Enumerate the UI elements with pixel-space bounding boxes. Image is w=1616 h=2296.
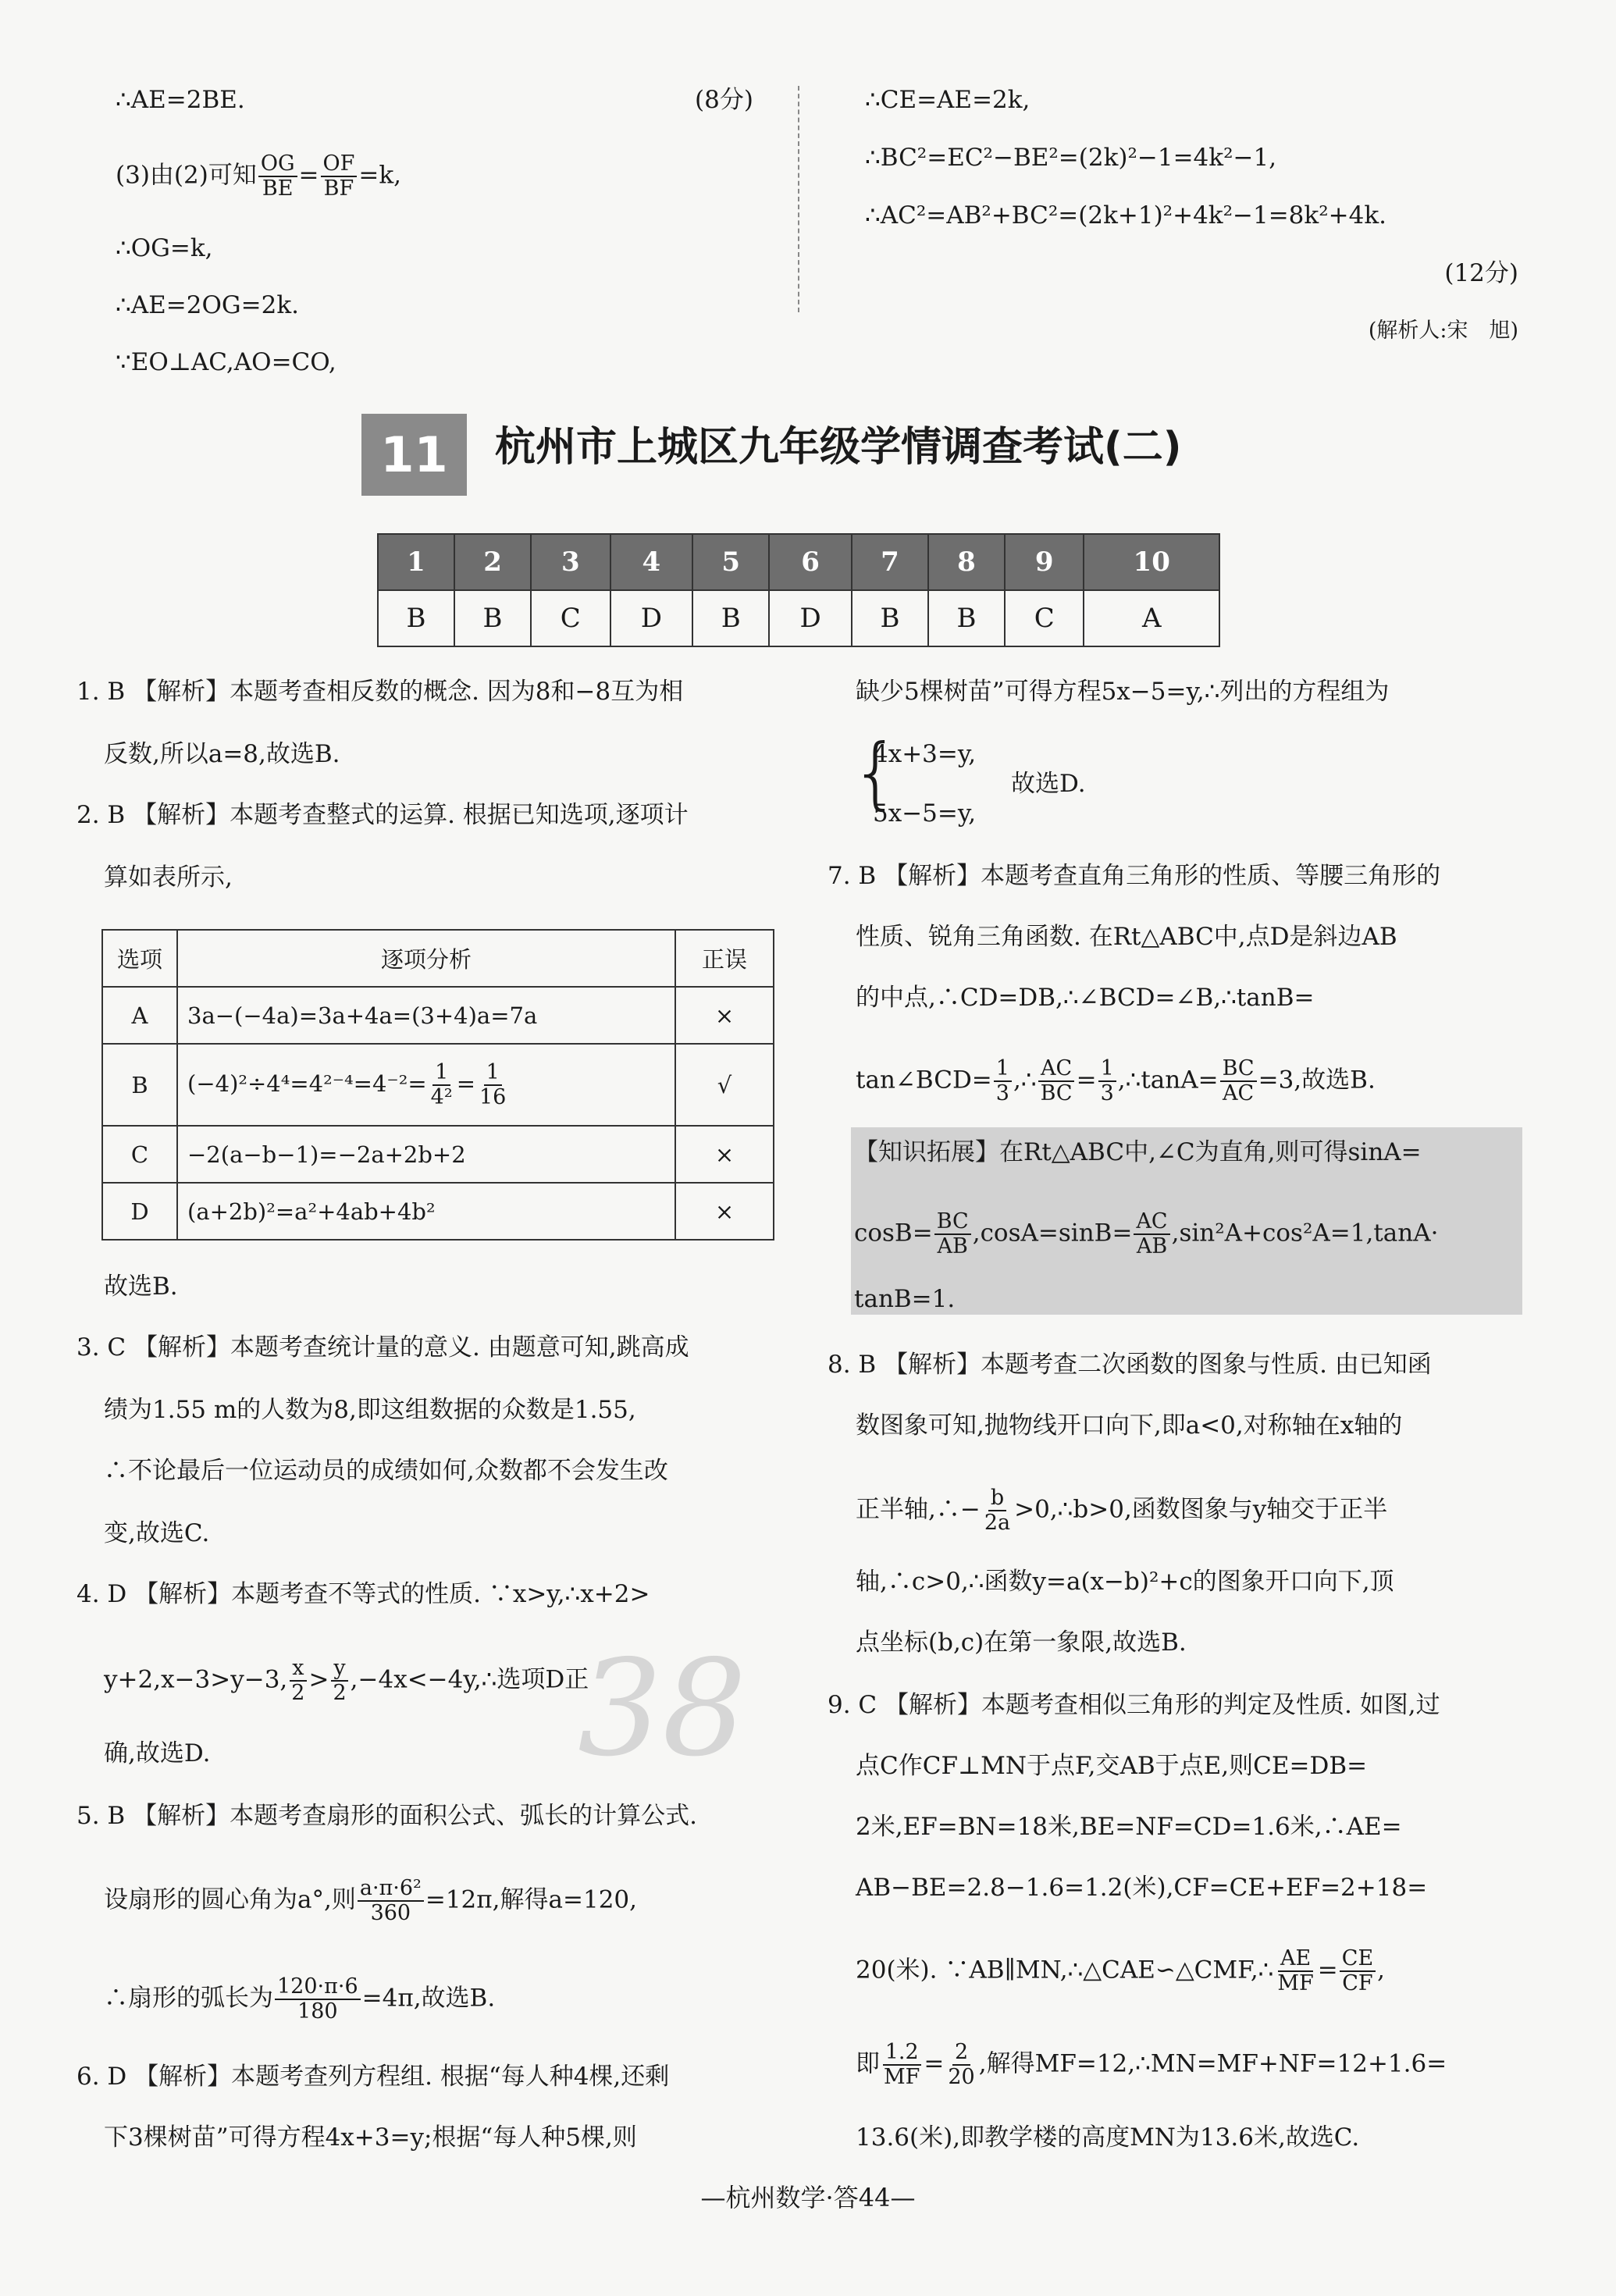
fraction-denominator: 2a [984,1511,1011,1535]
knowledge-line: tanB=1. [854,1285,956,1313]
options-table-header [102,930,774,987]
option-mark: √ [675,1044,774,1126]
fraction-numerator: 1 [1098,1057,1116,1082]
text-span: ,∴ [1013,1066,1037,1095]
text-line: ∴AC²=AB²+BC²=(2k+1)²+4k²−1=8k²+4k. [865,201,1386,230]
text-span: =3,故选B. [1258,1066,1376,1095]
analyst-label: (解析人:宋 旭) [1368,319,1518,343]
q9-line: 13.6(米),即教学楼的高度MN为13.6米,故选C. [856,2123,1360,2152]
option-analysis: 3a−(−4a)=3a+4a=(3+4)a=7a [177,987,675,1044]
q9-line [856,2041,1447,2089]
fraction-numerator: AE [1278,1947,1313,1972]
question-number: 7 [852,534,928,590]
question-number: 6 [769,534,852,590]
fraction-numerator: 1.2 [883,2041,921,2066]
q2-line: 故选B. [104,1273,178,1301]
fraction-numerator: a·π·6² [358,1877,424,1902]
option-analysis [177,1044,675,1126]
q8-line: 轴,∴c>0,∴函数y=a(x−b)²+c的图象开口向下,顶 [856,1568,1394,1596]
fraction [330,1657,348,1705]
text-span: , [1377,1956,1386,1985]
question-number: 9 [1005,534,1084,590]
option-label: A [102,987,177,1044]
question-number: 8 [928,534,1005,590]
option-label: B [102,1044,177,1126]
answer-cell: B [454,590,531,646]
fraction-numerator: BC [934,1210,971,1235]
fraction-numerator: 1 [432,1061,450,1086]
text-span: (−4)²÷4⁴=4²⁻⁴=4⁻²= [187,1070,427,1097]
system-brace: { [851,727,901,818]
option-analysis: (a+2b)²=a²+4ab+4b² [177,1183,675,1240]
fraction-denominator: AB [937,1234,968,1258]
score-label: (12分) [1444,259,1518,287]
text-span: 即 [856,2049,880,2078]
answer-cell: B [378,590,454,646]
text-span: = [298,161,319,190]
header-option: 选项 [102,930,177,987]
text-line: ∴AE=2OG=2k. [116,291,299,319]
q4-line: 4. D 【解析】本题考查不等式的性质. ∵x>y,∴x+2> [77,1580,650,1608]
text-span: 20(米). ∵AB∥MN,∴△CAE∽△CMF,∴ [856,1956,1274,1985]
q4-line: 确,故选D. [104,1739,211,1767]
fraction-numerator: 120·π·6 [275,1975,361,2000]
text-span: ,解得MF=12,∴MN=MF+NF=12+1.6= [978,2049,1447,2078]
equation-system-line: 5x−5=y, [873,799,977,828]
text-line: ∴OG=k, [116,234,213,262]
q5-line: 5. B 【解析】本题考查扇形的面积公式、弧长的计算公式. [77,1802,697,1830]
option-label: C [102,1126,177,1183]
q9-line: 点C作CF⊥MN于点F,交AB于点E,则CE=DB= [856,1752,1368,1780]
text-span: 设扇形的圆心角为a°,则 [104,1885,356,1914]
fraction [289,1657,307,1705]
q5-line [104,1877,637,1925]
text-span: y+2,x−3>y−3, [104,1665,288,1694]
option-analysis: −2(a−b−1)=−2a+2b+2 [177,1126,675,1183]
answer-cell: B [692,590,769,646]
text-span: =12π,解得a=120, [425,1885,637,1914]
q9-line [856,1947,1385,1995]
fraction-denominator: AC [1223,1081,1255,1105]
answer-cell: B [928,590,1005,646]
fraction-numerator: x [290,1657,306,1682]
fraction-denominator: 2 [291,1681,305,1705]
text-span: tan∠BCD= [856,1066,992,1095]
fraction-numerator: OG [258,152,297,177]
fraction-denominator: BE [262,176,294,201]
answer-cell: C [531,590,610,646]
equation-system-line: 4x+3=y, [873,740,977,768]
q4-line [104,1657,589,1705]
q7-line: 7. B 【解析】本题考查直角三角形的性质、等腰三角形的 [828,862,1441,890]
option-mark: × [675,1126,774,1183]
fraction-denominator: 360 [370,1901,411,1925]
text-span: =k, [358,161,402,190]
q8-line: 点坐标(b,c)在第一象限,故选B. [856,1629,1187,1657]
q1-line: 反数,所以a=8,故选B. [104,740,340,768]
q3-line: 变,故选C. [104,1519,210,1547]
q8-line: 8. B 【解析】本题考查二次函数的图象与性质. 由已知函 [828,1351,1432,1379]
q3-line: 3. C 【解析】本题考查统计量的意义. 由题意可知,跳高成 [77,1333,689,1362]
fraction-denominator: BF [323,176,354,201]
section-number: 11 [361,414,467,496]
text-span: (3)由(2)可知 [116,161,257,190]
text-span: = [456,1070,475,1097]
text-span: 正半轴,∴− [856,1495,981,1524]
text-line [116,152,401,201]
fraction [1038,1057,1075,1105]
q3-line: ∴不论最后一位运动员的成绩如何,众数都不会发生改 [104,1457,668,1485]
q6-line: 下3棵树苗”可得方程4x+3=y;根据“每人种5棵,则 [104,2123,637,2152]
q3-line: 绩为1.55 m的人数为8,即这组数据的众数是1.55, [104,1396,636,1424]
fraction [1098,1057,1116,1105]
answer-cell: A [1084,590,1219,646]
options-table-row [102,1183,774,1240]
q6-line: 缺少5棵树苗”可得方程5x−5=y,∴列出的方程组为 [856,678,1390,706]
question-number: 1 [378,534,454,590]
question-number: 2 [454,534,531,590]
text-span: > [308,1665,329,1694]
text-span: ,cosA=sinB= [972,1219,1133,1248]
q2-line: 算如表所示, [104,863,233,892]
fraction [1275,1947,1315,1995]
fraction-denominator: 2 [333,1681,347,1705]
q1-line: 1. B 【解析】本题考查相反数的概念. 因为8和−8互为相 [77,678,684,706]
fraction [881,2041,922,2089]
fraction [1134,1210,1169,1258]
text-line: ∵EO⊥AC,AO=CO, [116,348,336,376]
fraction [945,2041,977,2089]
knowledge-line: 【知识拓展】在Rt△ABC中,∠C为直角,则可得sinA= [854,1138,1422,1166]
fraction-numerator: 1 [484,1061,502,1086]
q2-line: 2. B 【解析】本题考查整式的运算. 根据已知选项,逐项计 [77,801,689,829]
text-span: cosB= [854,1219,933,1248]
text-line: 故选D. [1011,770,1086,798]
q9-line: 9. C 【解析】本题考查相似三角形的判定及性质. 如图,过 [828,1691,1440,1719]
options-table-row [102,1044,774,1126]
fraction-denominator: CF [1342,1971,1373,1995]
fraction [258,152,297,201]
q7-line [856,1057,1376,1105]
fraction-denominator: AB [1136,1234,1168,1258]
fraction-numerator: 2 [952,2041,970,2066]
watermark: 38 [578,1632,747,1786]
options-table-row [102,1126,774,1183]
column-divider [798,86,799,312]
fraction-numerator: BC [1220,1057,1257,1082]
fraction [275,1975,361,2024]
score-label: (8分) [695,86,753,114]
text-span: ,∴tanA= [1117,1066,1219,1095]
header-analysis: 逐项分析 [177,930,675,987]
option-mark: × [675,1183,774,1240]
page-footer: —杭州数学·答44— [700,2183,916,2212]
text-span: ,−4x<−4y,∴选项D正 [350,1665,589,1694]
q9-line: 2米,EF=BN=18米,BE=NF=CD=1.6米,∴AE= [856,1813,1402,1841]
text-span: = [1076,1066,1097,1095]
answer-cell: D [769,590,852,646]
fraction-denominator: BC [1040,1081,1073,1105]
option-label: D [102,1183,177,1240]
fraction [994,1057,1012,1105]
fraction-numerator: OF [321,152,358,177]
text-span: ∴扇形的弧长为 [104,1984,273,2013]
text-span: = [924,2049,945,2078]
answer-cell: C [1005,590,1084,646]
fraction-numerator: 1 [994,1057,1012,1082]
fraction-denominator: 180 [297,1999,338,2024]
options-table-row [102,987,774,1044]
fraction [321,152,358,201]
fraction [477,1061,508,1109]
answer-cell: B [852,590,928,646]
fraction [934,1210,971,1258]
fraction-denominator: 20 [948,2065,975,2089]
text-line: ∴BC²=EC²−BE²=(2k)²−1=4k²−1, [865,144,1277,172]
answer-table [377,533,1220,647]
fraction-numerator: AC [1134,1210,1169,1235]
header-result: 正误 [675,930,774,987]
knowledge-line [854,1210,1438,1258]
fraction-denominator: MF [1277,1971,1314,1995]
fraction [429,1061,455,1109]
fraction-numerator: y [331,1657,347,1682]
q7-line: 性质、锐角三角函数. 在Rt△ABC中,点D是斜边AB [856,923,1397,951]
q8-line: 数图象可知,抛物线开口向下,即a<0,对称轴在x轴的 [856,1411,1403,1440]
question-number: 10 [1084,534,1219,590]
text-span: >0,∴b>0,函数图象与y轴交于正半 [1014,1495,1388,1524]
answer-table-header-row [378,534,1219,590]
section-title: 杭州市上城区九年级学情调查考试(二) [495,424,1182,471]
fraction-denominator: 3 [1100,1081,1114,1105]
fraction-denominator: 16 [479,1084,507,1109]
q9-line: AB−BE=2.8−1.6=1.2(米),CF=CE+EF=2+18= [856,1874,1428,1902]
text-line: ∴AE=2BE. [116,86,245,114]
text-line: ∴CE=AE=2k, [865,86,1030,114]
fraction-denominator: 4² [430,1084,453,1109]
question-number: 5 [692,534,769,590]
q7-line: 的中点,∴CD=DB,∴∠BCD=∠B,∴tanB= [856,984,1315,1012]
fraction [1340,1947,1376,1995]
text-span: ,sin²A+cos²A=1,tanA· [1171,1219,1439,1248]
fraction-denominator: 3 [995,1081,1009,1105]
fraction-numerator: AC [1038,1057,1074,1082]
q6-line: 6. D 【解析】本题考查列方程组. 根据“每人种4棵,还剩 [77,2063,670,2091]
question-number: 3 [531,534,610,590]
text-span: =4π,故选B. [361,1984,496,2013]
fraction [358,1877,424,1925]
fraction-numerator: b [988,1486,1006,1511]
answer-table-answer-row [378,590,1219,646]
options-analysis-table [101,929,774,1241]
answer-cell: D [610,590,693,646]
text-span: = [1317,1956,1338,1985]
q5-line [104,1975,495,2024]
question-number: 4 [610,534,693,590]
option-mark: × [675,987,774,1044]
fraction-numerator: CE [1340,1947,1376,1972]
fraction [982,1486,1013,1535]
q8-line [856,1486,1387,1535]
fraction-denominator: MF [884,2065,920,2089]
fraction [1220,1057,1257,1105]
